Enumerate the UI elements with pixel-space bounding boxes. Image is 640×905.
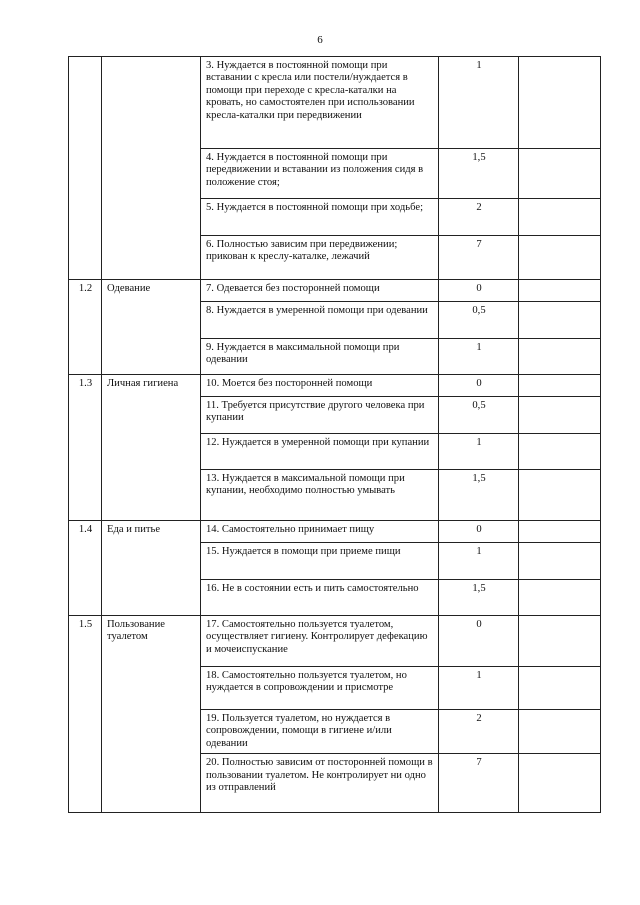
empty-cell [519,57,601,149]
description-cell: 4. Нуждается в постоянной помощи при передвижении и вставании из положения сидя в положение стоя; [201,149,439,199]
category-cell: Пользование туалетом [102,616,201,813]
description-cell: 7. Одевается без посторонней помощи [201,280,439,302]
score-cell: 1 [439,339,519,375]
category-cell: Одевание [102,280,201,375]
score-cell: 1 [439,543,519,580]
description-cell: 9. Нуждается в максимальной помощи при одевании [201,339,439,375]
empty-cell [519,710,601,754]
empty-cell [519,199,601,236]
empty-cell [519,616,601,667]
description-cell: 20. Полностью зависим от посторонней помощи в пользовании туалетом. Не контролирует ни одно из отправлений [201,754,439,813]
score-cell: 7 [439,754,519,813]
category-cell: Еда и питье [102,521,201,616]
description-cell: 16. Не в состоянии есть и пить самостоятельно [201,580,439,616]
table-body [69,57,601,813]
score-cell: 0 [439,280,519,302]
assessment-table [68,56,601,813]
empty-cell [519,397,601,434]
category-cell [102,57,201,280]
table-row [69,280,601,302]
description-cell: 5. Нуждается в постоянной помощи при ходьбе; [201,199,439,236]
score-cell: 1,5 [439,149,519,199]
table-row [69,616,601,667]
empty-cell [519,302,601,339]
empty-cell [519,754,601,813]
description-cell: 18. Самостоятельно пользуется туалетом, но нуждается в сопровождении и присмотре [201,667,439,710]
empty-cell [519,375,601,397]
description-cell: 10. Моется без посторонней помощи [201,375,439,397]
section-number: 1.2 [69,280,102,375]
table-row [69,521,601,543]
section-number: 1.4 [69,521,102,616]
section-number [69,57,102,280]
score-cell: 1,5 [439,470,519,521]
description-cell: 19. Пользуется туалетом, но нуждается в сопровождении, помощи в гигиене и/или одевании [201,710,439,754]
description-cell: 17. Самостоятельно пользуется туалетом, осуществляет гигиену. Контролирует дефекацию и мочеиспускание [201,616,439,667]
score-cell: 1 [439,434,519,470]
empty-cell [519,434,601,470]
score-cell: 0 [439,375,519,397]
description-cell: 13. Нуждается в максимальной помощи при купании, необходимо полностью умывать [201,470,439,521]
score-cell: 2 [439,199,519,236]
description-cell: 6. Полностью зависим при передвижении; прикован к креслу-каталке, лежачий [201,236,439,280]
description-cell: 8. Нуждается в умеренной помощи при одевании [201,302,439,339]
section-number: 1.3 [69,375,102,521]
empty-cell [519,521,601,543]
empty-cell [519,280,601,302]
empty-cell [519,149,601,199]
table-row [69,57,601,149]
description-cell: 14. Самостоятельно принимает пищу [201,521,439,543]
empty-cell [519,236,601,280]
page-number: 6 [317,34,323,46]
score-cell: 0,5 [439,302,519,339]
score-cell: 0,5 [439,397,519,434]
description-cell: 15. Нуждается в помощи при приеме пищи [201,543,439,580]
score-cell: 2 [439,710,519,754]
score-cell: 1 [439,57,519,149]
score-cell: 0 [439,616,519,667]
score-cell: 0 [439,521,519,543]
section-number: 1.5 [69,616,102,813]
score-cell: 1,5 [439,580,519,616]
description-cell: 12. Нуждается в умеренной помощи при купании [201,434,439,470]
empty-cell [519,470,601,521]
category-cell: Личная гигиена [102,375,201,521]
description-cell: 3. Нуждается в постоянной помощи при вставании с кресла или постели/нуждается в помощи при переходе с кресла-каталки на кровать, но самостоятелен при использовании кресла-каталки при передвижении [201,57,439,149]
empty-cell [519,543,601,580]
score-cell: 1 [439,667,519,710]
table-row [69,375,601,397]
empty-cell [519,339,601,375]
empty-cell [519,580,601,616]
empty-cell [519,667,601,710]
description-cell: 11. Требуется присутствие другого человека при купании [201,397,439,434]
score-cell: 7 [439,236,519,280]
